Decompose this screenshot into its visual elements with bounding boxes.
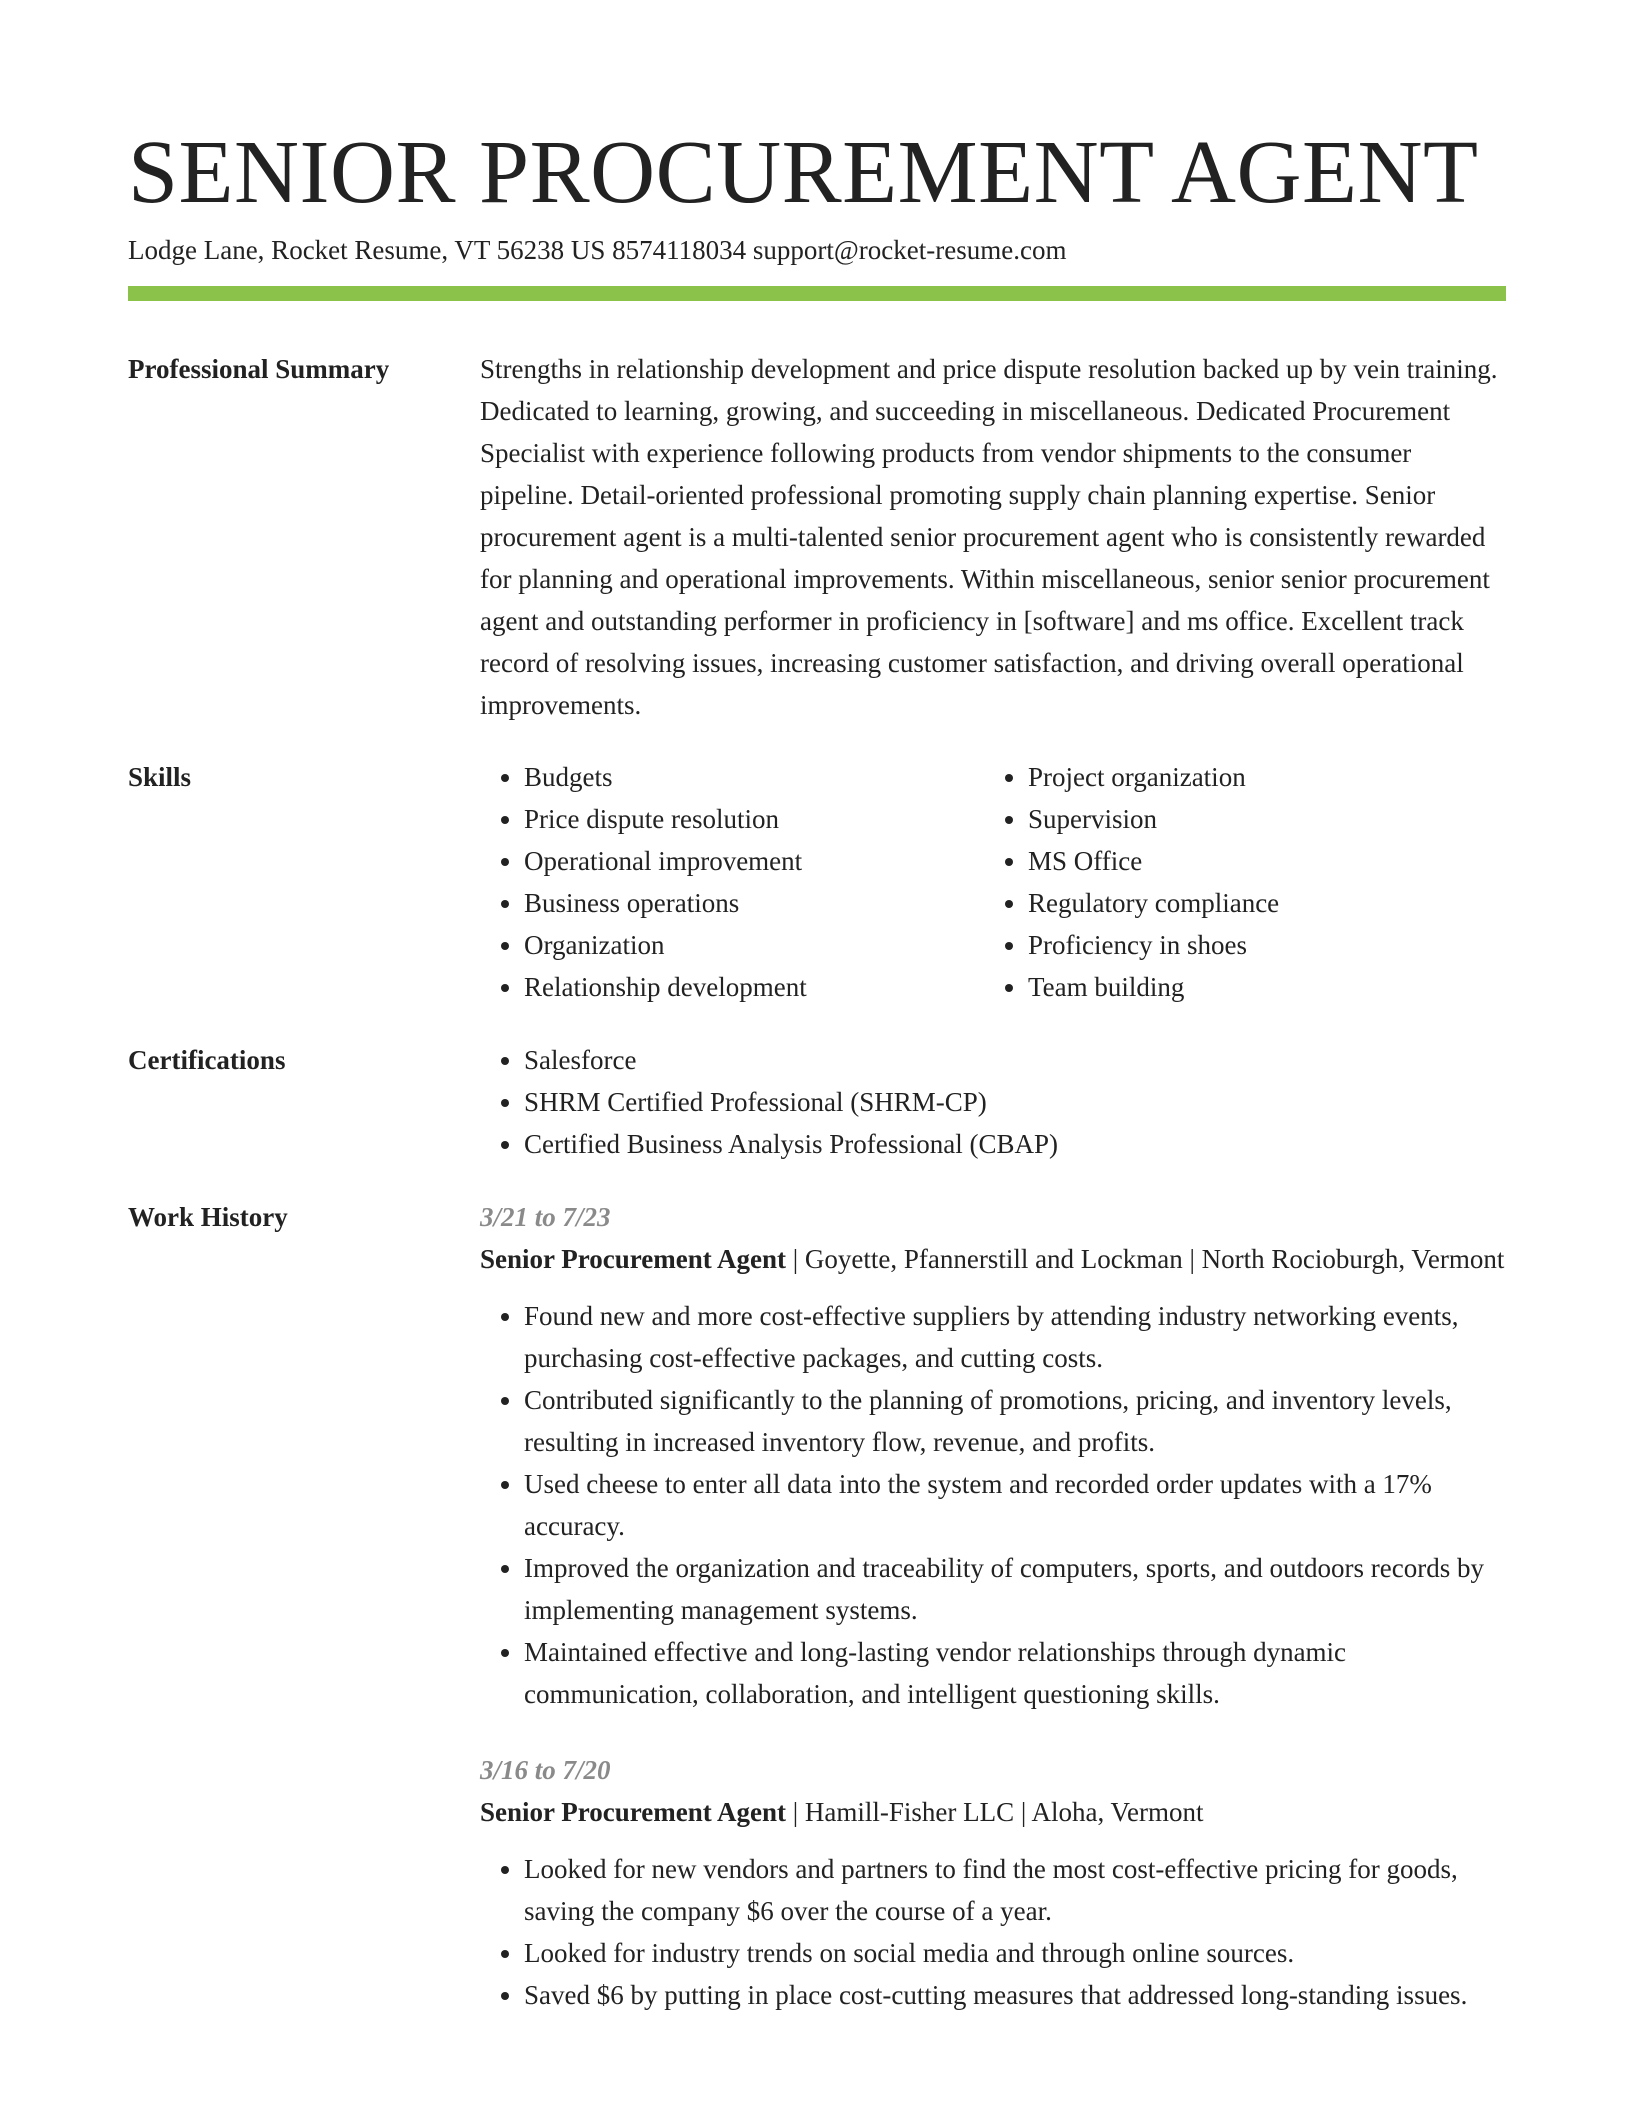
job-bullets (480, 1295, 1506, 1715)
skill-item: • Price dispute resolution (524, 798, 984, 840)
header-divider (128, 286, 1506, 301)
job-entry (480, 1196, 1506, 1715)
skills-list-left (480, 756, 984, 1008)
skill-item: • Supervision (1028, 798, 1488, 840)
job-bullet: • Looked for industry trends on social media and through online sources. (524, 1932, 1506, 1974)
section-title-certifications: Certifications (128, 1045, 286, 1075)
job-dates: 3/21 to 7/23 (480, 1202, 611, 1232)
certification-item: • Certified Business Analysis Professional (CBAP) (524, 1123, 1506, 1165)
job-bullet: • Contributed significantly to the planning of promotions, pricing, and inventory levels, resulting in increased inventory flow, revenue, and profits. (524, 1379, 1506, 1463)
certifications-list (480, 1039, 1506, 1165)
skill-item: • Regulatory compliance (1028, 882, 1488, 924)
certification-item: • SHRM Certified Professional (SHRM-CP) (524, 1081, 1506, 1123)
job-bullet: • Improved the organization and traceability of computers, sports, and outdoors records by implementing management systems. (524, 1547, 1506, 1631)
job-bullet: • Maintained effective and long-lasting vendor relationships through dynamic communication, collaboration, and intelligent questioning skills. (524, 1631, 1506, 1715)
section-title-work-history: Work History (128, 1202, 288, 1232)
skill-item: • Business operations (524, 882, 984, 924)
skill-item: • Project organization (1028, 756, 1488, 798)
job-title: Senior Procurement Agent (480, 1244, 786, 1274)
job-entry (480, 1749, 1506, 2016)
job-bullets (480, 1848, 1506, 2016)
job-employer-location: | Hamill-Fisher LLC | Aloha, Vermont (785, 1797, 1204, 1827)
job-heading (480, 1238, 1506, 1280)
skill-item: • Proficiency in shoes (1028, 924, 1488, 966)
section-title-skills: Skills (128, 762, 192, 792)
certification-item: • Salesforce (524, 1039, 1506, 1081)
job-bullet: • Used cheese to enter all data into the system and recorded order updates with a 17% accuracy. (524, 1463, 1506, 1547)
skill-item: • Team building (1028, 966, 1488, 1008)
job-heading (480, 1791, 1506, 1833)
skill-item: • MS Office (1028, 840, 1488, 882)
contact-line: Lodge Lane, Rocket Resume, VT 56238 US 8574118034 support@rocket-resume.com (128, 235, 1067, 265)
skills-list-right (984, 756, 1488, 1008)
job-dates: 3/16 to 7/20 (480, 1755, 611, 1785)
skill-item: • Relationship development (524, 966, 984, 1008)
candidate-name: SENIOR PROCUREMENT AGENT (128, 123, 1479, 222)
summary-text: Strengths in relationship development and price dispute resolution backed up by vein training. Dedicated to learning, growing, and succeeding in miscellaneous. Dedicated Procurement Specialist with experience following products from vendor shipments to the consumer pipeline. Detail-oriented professional promoting supply chain planning expertise. Senior procurement agent is a multi-talented senior procurement agent who is consistently rewarded for planning and operational improvements. Within miscellaneous, senior senior procurement agent and outstanding performer in proficiency in [software] and ms office. Excellent track record of resolving issues, increasing customer satisfaction, and driving overall operational improvements. (480, 354, 1498, 720)
job-bullet: • Found new and more cost-effective suppliers by attending industry networking events, purchasing cost-effective packages, and cutting costs. (524, 1295, 1506, 1379)
job-title: Senior Procurement Agent (480, 1797, 786, 1827)
job-employer-location: | Goyette, Pfannerstill and Lockman | North Rocioburgh, Vermont (785, 1244, 1505, 1274)
job-bullet: • Saved $6 by putting in place cost-cutting measures that addressed long-standing issues. (524, 1974, 1506, 2016)
skill-item: • Budgets (524, 756, 984, 798)
section-title-summary: Professional Summary (128, 354, 390, 384)
skill-item: • Operational improvement (524, 840, 984, 882)
job-bullet: • Looked for new vendors and partners to find the most cost-effective pricing for goods, saving the company $6 over the course of a year. (524, 1848, 1506, 1932)
skill-item: • Organization (524, 924, 984, 966)
